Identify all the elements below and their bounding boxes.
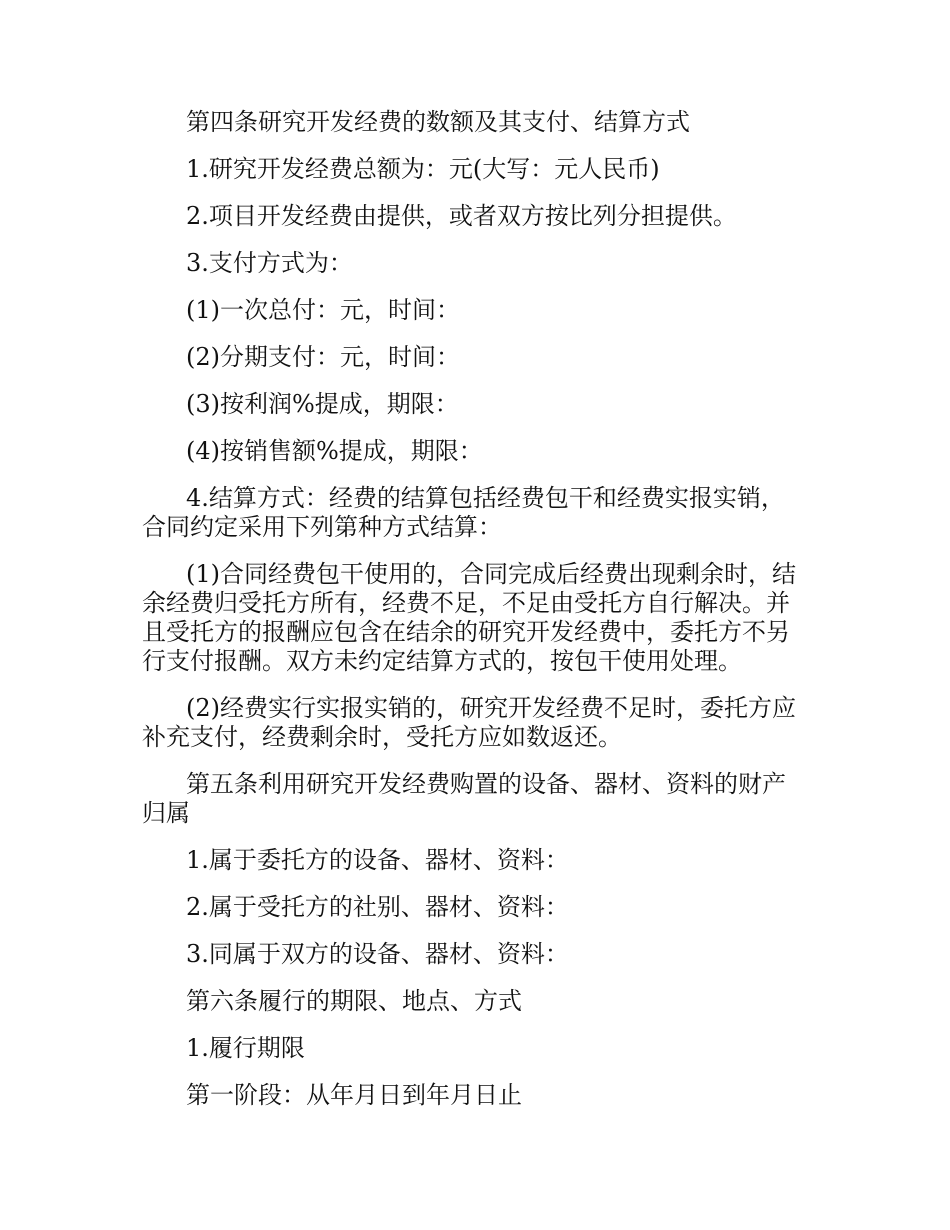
- document-page: [142, 108, 806, 1128]
- total-funding-line: 1.研究开发经费总额为：元(大写：元人民币): [186, 155, 660, 183]
- property-client-line: 1.属于委托方的设备、器材、资料：: [186, 846, 569, 874]
- funding-provider-line: 2.项目开发经费由提供，或者双方按比列分担提供。: [186, 202, 737, 230]
- article-6-heading: 第六条履行的期限、地点、方式: [186, 987, 522, 1015]
- payment-method-line: 3.支付方式为：: [186, 249, 353, 277]
- property-shared-line: 3.同属于双方的设备、器材、资料：: [186, 940, 569, 968]
- settlement-option-2: (2)经费实行实报实销的，研究开发经费不足时，委托方应补充支付，经费剩余时，受托方应如数返还。: [142, 694, 796, 751]
- payment-option-1: (1)一次总付：元，时间：: [186, 296, 460, 324]
- payment-option-2: (2)分期支付：元，时间：: [186, 343, 460, 371]
- payment-option-4: (4)按销售额%提成，期限：: [186, 437, 483, 465]
- article-5-heading: 第五条利用研究开发经费购置的设备、器材、资料的财产归属: [142, 770, 786, 827]
- property-contractor-line: 2.属于受托方的社别、器材、资料：: [186, 893, 569, 921]
- payment-option-3: (3)按利润%提成，期限：: [186, 390, 459, 418]
- settlement-method-paragraph: 4.结算方式：经费的结算包括经费包干和经费实报实销，合同约定采用下列第种方式结算：: [142, 484, 785, 541]
- settlement-option-1: (1)合同经费包干使用的，合同完成后经费出现剩余时，结余经费归受托方所有，经费不足，不足由受托方自行解决。并且受托方的报酬应包含在结余的研究开发经费中，委托方不另行支付报酬。双方未约定结算方式的，按包干使用处理。: [142, 560, 796, 675]
- stage-1-line: 第一阶段：从年月日到年月日止: [186, 1081, 522, 1109]
- article-4-heading: 第四条研究开发经费的数额及其支付、结算方式: [186, 108, 690, 136]
- performance-period-line: 1.履行期限: [186, 1034, 305, 1062]
